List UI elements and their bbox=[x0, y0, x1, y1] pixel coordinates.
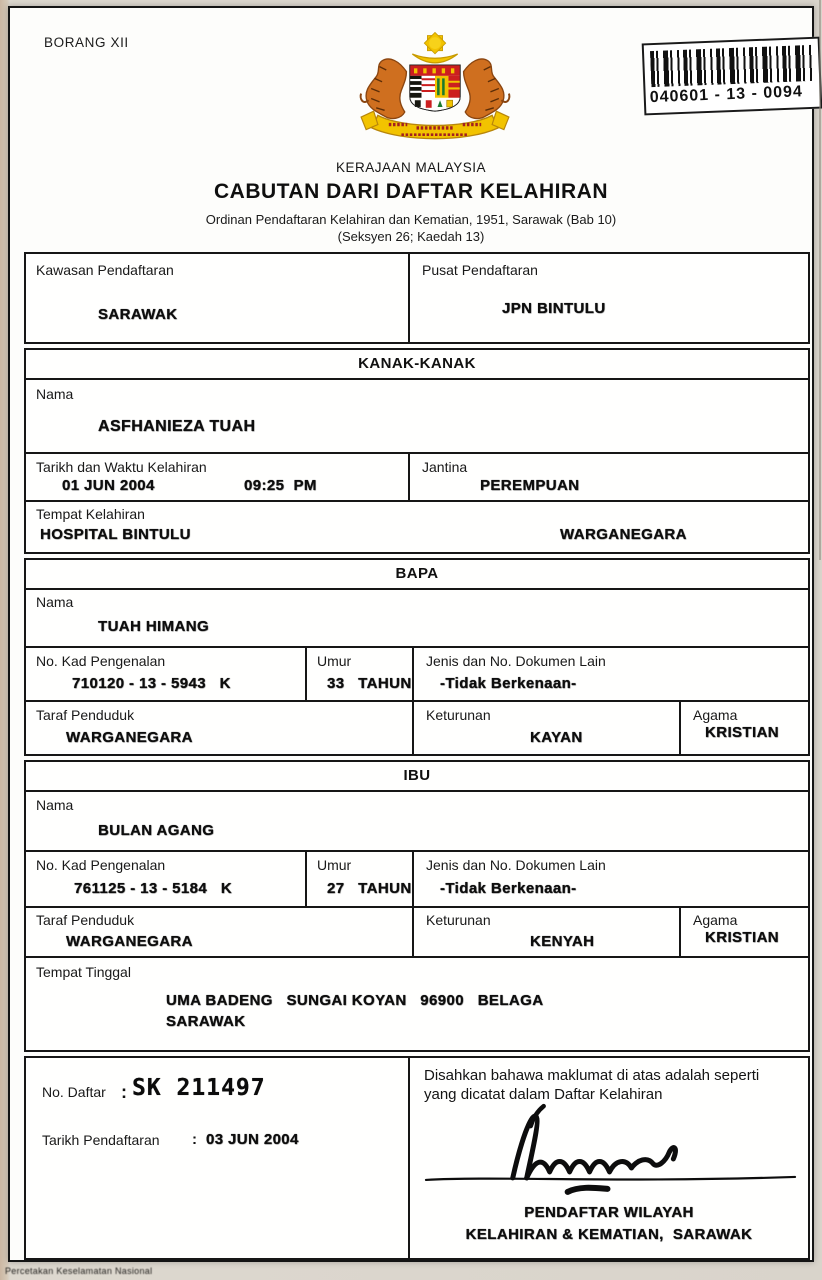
mother-other-doc-cell bbox=[414, 852, 808, 906]
government-heading: KERAJAAN MALAYSIA bbox=[335, 160, 487, 175]
form-code: BORANG XII bbox=[44, 35, 129, 50]
father-religion-cell bbox=[681, 702, 808, 754]
tarikh-pendaftaran-colon: : bbox=[192, 1131, 197, 1148]
registration-number-cell bbox=[26, 1058, 410, 1258]
birthplace-label: Tempat Kelahiran bbox=[36, 506, 145, 522]
residence-label: Tempat Tinggal bbox=[36, 964, 131, 980]
jantina-label: Jantina bbox=[422, 459, 468, 475]
father-age-label: Umur bbox=[317, 653, 352, 669]
mother-ic-cell bbox=[26, 852, 307, 906]
mother-religion-value: KRISTIAN bbox=[705, 929, 780, 946]
mother-residency-label: Taraf Penduduk bbox=[36, 912, 135, 928]
father-status-row bbox=[26, 702, 808, 754]
no-daftar-value: SK 211497 bbox=[132, 1075, 266, 1101]
jantina-value: PEREMPUAN bbox=[480, 477, 580, 494]
father-other-doc-cell bbox=[414, 648, 808, 700]
birth-datetime-cell bbox=[26, 454, 410, 500]
mother-ic-row bbox=[26, 852, 808, 908]
child-name-label: Nama bbox=[36, 386, 74, 402]
pusat-pendaftaran-cell bbox=[410, 254, 808, 342]
barcode-number: 040601 - 13 - 0094 bbox=[649, 83, 804, 107]
mother-status-row bbox=[26, 908, 808, 958]
birth-date-value: 01 JUN 2004 bbox=[62, 477, 155, 494]
certification-cell bbox=[410, 1058, 808, 1258]
mother-other-doc-value: -Tidak Berkenaan- bbox=[440, 880, 577, 897]
child-section-title: KANAK-KANAK bbox=[26, 350, 808, 380]
no-daftar-label: No. Daftar bbox=[42, 1084, 106, 1100]
birthplace-row bbox=[26, 502, 808, 552]
father-section bbox=[24, 558, 810, 756]
mother-age-value: 27 TAHUN bbox=[327, 880, 412, 897]
father-ic-label: No. Kad Pengenalan bbox=[36, 653, 166, 669]
child-section bbox=[24, 348, 810, 554]
mother-age-label: Umur bbox=[317, 857, 352, 873]
father-ethnicity-cell bbox=[414, 702, 681, 754]
mother-name-value: BULAN AGANG bbox=[98, 822, 215, 839]
ordinance-line-2: (Seksyen 26; Kaedah 13) bbox=[337, 229, 485, 244]
mother-ethnicity-cell bbox=[414, 908, 681, 956]
mother-residency-cell bbox=[26, 908, 414, 956]
father-name-value: TUAH HIMANG bbox=[98, 618, 210, 635]
residence-line-2: SARAWAK bbox=[166, 1013, 246, 1030]
mother-name-row bbox=[26, 792, 808, 852]
child-name-value: ASFHANIEZA TUAH bbox=[98, 418, 256, 435]
child-name-row bbox=[26, 380, 808, 454]
no-daftar-colon: : bbox=[121, 1082, 127, 1102]
birth-time-value: 09:25 PM bbox=[244, 477, 317, 494]
mother-name-label: Nama bbox=[36, 797, 74, 813]
certification-statement-1: Disahkan bahawa maklumat di atas adalah seperti bbox=[424, 1067, 760, 1084]
child-birth-row bbox=[26, 454, 808, 502]
father-section-title: BAPA bbox=[26, 560, 808, 590]
barcode-box bbox=[642, 37, 822, 116]
pusat-value: JPN BINTULU bbox=[502, 300, 606, 317]
father-religion-value: KRISTIAN bbox=[705, 724, 780, 741]
father-ethnicity-value: KAYAN bbox=[530, 729, 583, 746]
birth-certificate-page bbox=[8, 6, 814, 1262]
scan-edge-artifact bbox=[819, 0, 821, 560]
birth-datetime-label: Tarikh dan Waktu Kelahiran bbox=[36, 459, 207, 475]
document-title: CABUTAN DARI DAFTAR KELAHIRAN bbox=[213, 180, 609, 203]
mother-section-title: IBU bbox=[26, 762, 808, 792]
signer-title-2: KELAHIRAN & KEMATIAN, SARAWAK bbox=[465, 1226, 753, 1243]
tarikh-pendaftaran-value: 03 JUN 2004 bbox=[206, 1131, 299, 1148]
registration-section bbox=[24, 252, 810, 344]
mother-age-cell bbox=[307, 852, 414, 906]
father-other-doc-value: -Tidak Berkenaan- bbox=[440, 675, 577, 692]
mother-ethnicity-value: KENYAH bbox=[530, 933, 595, 950]
signer-title-1: PENDAFTAR WILAYAH bbox=[524, 1204, 694, 1221]
mother-ic-value: 761125 - 13 - 5184 K bbox=[74, 880, 233, 897]
mother-religion-cell bbox=[681, 908, 808, 956]
mother-residency-value: WARGANEGARA bbox=[66, 933, 193, 950]
father-name-label: Nama bbox=[36, 594, 74, 610]
barcode bbox=[650, 45, 813, 87]
father-ic-value: 710120 - 13 - 5943 K bbox=[72, 675, 231, 692]
signature bbox=[418, 1100, 802, 1202]
father-name-row bbox=[26, 590, 808, 648]
kawasan-label: Kawasan Pendaftaran bbox=[36, 262, 174, 278]
residence-line-1: UMA BADENG SUNGAI KOYAN 96900 BELAGA bbox=[166, 992, 544, 1009]
father-age-cell bbox=[307, 648, 414, 700]
father-ic-cell bbox=[26, 648, 307, 700]
tarikh-pendaftaran-label: Tarikh Pendaftaran bbox=[42, 1132, 160, 1148]
mother-ic-label: No. Kad Pengenalan bbox=[36, 857, 166, 873]
father-residency-label: Taraf Penduduk bbox=[36, 707, 135, 723]
certification-section bbox=[24, 1056, 810, 1260]
kawasan-value: SARAWAK bbox=[98, 306, 178, 323]
father-other-doc-label: Jenis dan No. Dokumen Lain bbox=[426, 653, 606, 669]
mother-ethnicity-label: Keturunan bbox=[426, 912, 491, 928]
residence-row bbox=[26, 958, 808, 1050]
mother-religion-label: Agama bbox=[693, 912, 738, 928]
father-ethnicity-label: Keturunan bbox=[426, 707, 491, 723]
father-residency-cell bbox=[26, 702, 414, 754]
ordinance-line-1: Ordinan Pendaftaran Kelahiran dan Kematian, 1951, Sarawak (Bab 10) bbox=[205, 212, 617, 227]
pusat-label: Pusat Pendaftaran bbox=[422, 262, 538, 278]
printer-fine-print: Percetakan Keselamatan Nasional bbox=[5, 1266, 153, 1276]
father-religion-label: Agama bbox=[693, 707, 738, 723]
kawasan-pendaftaran-cell bbox=[26, 254, 410, 342]
malaysia-coat-of-arms-icon bbox=[349, 28, 521, 154]
father-residency-value: WARGANEGARA bbox=[66, 729, 193, 746]
mother-other-doc-label: Jenis dan No. Dokumen Lain bbox=[426, 857, 606, 873]
certification-statement-2: yang dicatat dalam Daftar Kelahiran bbox=[424, 1086, 663, 1103]
child-citizenship-value: WARGANEGARA bbox=[560, 526, 687, 543]
mother-section bbox=[24, 760, 810, 1052]
father-age-value: 33 TAHUN bbox=[327, 675, 412, 692]
birthplace-value: HOSPITAL BINTULU bbox=[40, 526, 191, 543]
jantina-cell bbox=[410, 454, 808, 500]
father-ic-row bbox=[26, 648, 808, 702]
